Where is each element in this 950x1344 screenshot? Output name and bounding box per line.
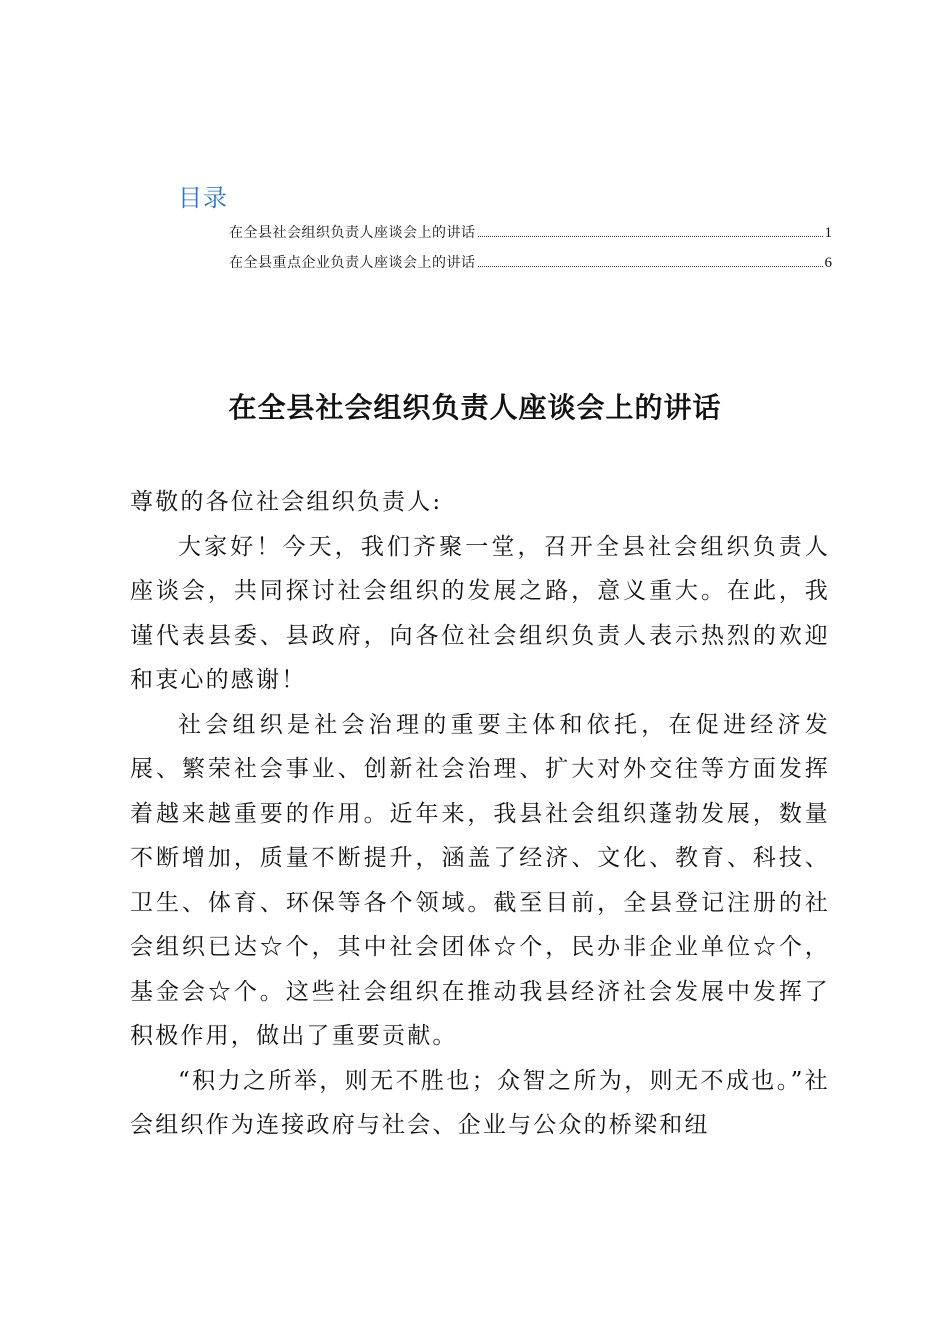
salutation: 尊敬的各位社会组织负责人: [130, 489, 443, 515]
toc-entry[interactable] [229, 222, 832, 252]
body-paragraph: 大家好！今天，我们齐聚一堂，召开全县社会组织负责人座谈会，共同探讨社会组织的发展之路，意义重大。在此，我谨代表县委、县政府，向各位社会组织负责人表示热烈的欢迎和衷心的感谢！ [130, 533, 830, 693]
toc-entry-title[interactable]: 在全县社会组织负责人座谈会上的讲话 [229, 225, 476, 241]
document-title: 在全县社会组织负责人座谈会上的讲话 [228, 391, 722, 424]
toc-entry-page[interactable]: 6 [824, 255, 832, 271]
toc-dot-leader [478, 265, 823, 267]
toc-entry[interactable] [229, 252, 832, 282]
body-paragraph: “积力之所举，则无不胜也；众智之所为，则无不成也。”社会组织作为连接政府与社会、企业与公众的桥梁和纽 [130, 1067, 830, 1138]
toc-dot-leader [478, 235, 823, 237]
toc-entry-page[interactable]: 1 [824, 225, 832, 241]
toc-entry-title[interactable]: 在全县重点企业负责人座谈会上的讲话 [229, 255, 476, 271]
document-body [130, 480, 830, 1148]
toc-heading: 目录 [178, 184, 228, 212]
body-paragraph: 社会组织是社会治理的重要主体和依托，在促进经济发展、繁荣社会事业、创新社会治理、扩大对外交往等方面发挥着越来越重要的作用。近年来，我县社会组织蓬勃发展，数量不断增加，质量不断提升，涵盖了经济、文化、教育、科技、卫生、体育、环保等各个领域。截至目前，全县登记注册的社会组织已达☆个，其中社会团体☆个，民办非企业单位☆个，基金会☆个。这些社会组织在推动我县经济社会发展中发挥了积极作用，做出了重要贡献。 [130, 711, 830, 1049]
table-of-contents [178, 182, 832, 282]
